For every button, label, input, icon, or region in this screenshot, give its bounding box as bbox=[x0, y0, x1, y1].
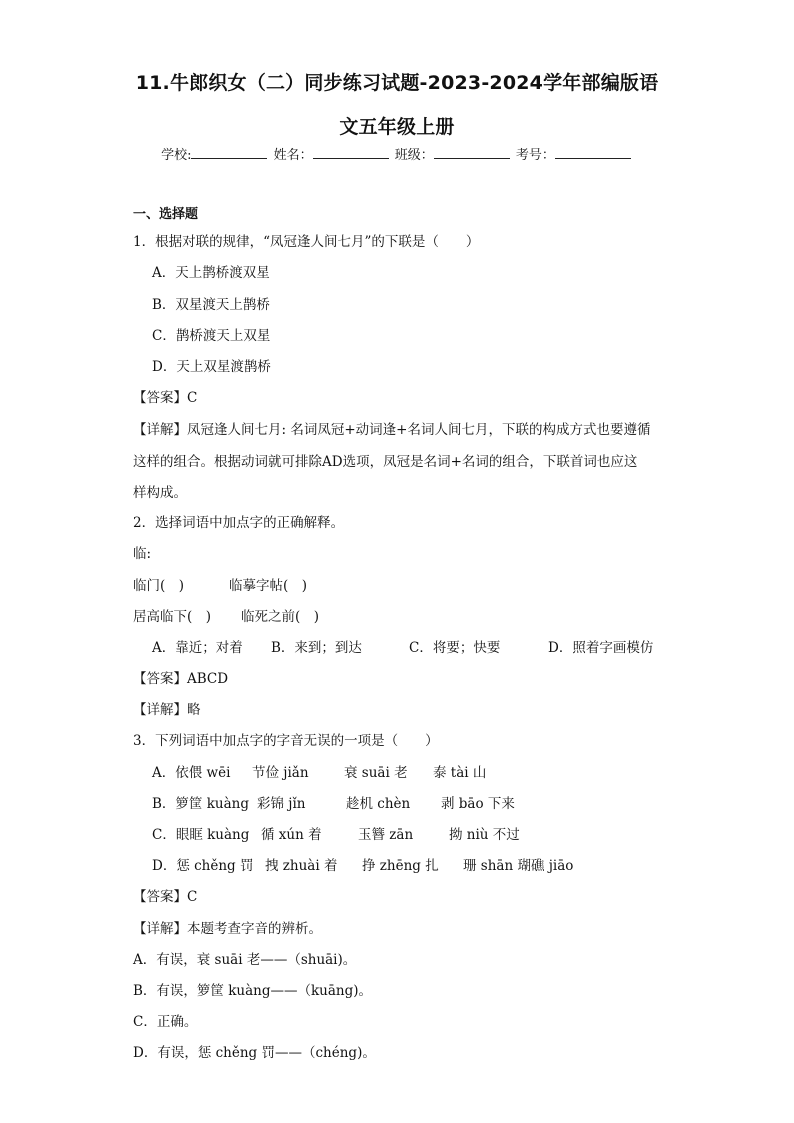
q3-option-c-word-2: 循 xún 着 bbox=[261, 827, 322, 843]
q3-option-b-word-2: 彩锦 jǐn bbox=[257, 796, 306, 812]
q3-detail-a: A．有误，衰 suāi 老——（shuāi)。 bbox=[133, 952, 357, 968]
q3-option-d-word-1: D．惩 chěng 罚 bbox=[152, 858, 254, 874]
q2-word-3: 居高临下( ) bbox=[133, 609, 212, 625]
school-blank bbox=[191, 146, 267, 159]
q3-detail-d: D．有误，惩 chěng 罚——（chéng)。 bbox=[133, 1045, 376, 1061]
q3-option-d-word-2: 拽 zhuài 着 bbox=[265, 858, 338, 874]
q3-option-b-word-3: 趁机 chèn bbox=[346, 796, 411, 812]
q1-detail-line-1: 【详解】凤冠逢人间七月: 名词凤冠+动词逢+名词人间七月，下联的构成方式也要遵循 bbox=[133, 422, 651, 438]
name-label: 姓名： bbox=[273, 148, 313, 163]
q3-option-a-word-2: 节俭 jiǎn bbox=[252, 765, 309, 781]
student-info-line bbox=[0, 144, 794, 163]
school-label: 学校: bbox=[161, 148, 192, 163]
class-label: 班级： bbox=[394, 148, 434, 163]
q1-answer: 【答案】C bbox=[133, 390, 198, 406]
q1-option-a: A．天上鹊桥渡双星 bbox=[152, 265, 270, 281]
q3-stem: 3．下列词语中加点字的字音无误的一项是（ ） bbox=[133, 733, 439, 749]
document-title-line-1: 11.牛郎织女（二）同步练习试题-2023-2024学年部编版语 bbox=[135, 72, 659, 94]
q1-detail-line-3: 样构成。 bbox=[133, 485, 187, 501]
q3-option-a-word-3: 衰 suāi 老 bbox=[344, 765, 408, 781]
exam-no-label: 考号： bbox=[515, 148, 555, 163]
q3-option-c-word-1: C．眼眶 kuàng bbox=[152, 827, 250, 843]
exam-no-blank bbox=[555, 146, 631, 159]
q2-word-1: 临门( ) bbox=[133, 578, 185, 594]
q3-answer: 【答案】C bbox=[133, 889, 198, 905]
q2-option-b: B．来到；到达 bbox=[271, 640, 362, 656]
q3-option-c-word-3: 玉簪 zān bbox=[358, 827, 414, 843]
q2-option-a: A．靠近；对着 bbox=[152, 640, 243, 656]
q3-detail-b: B．有误，箩筐 kuàng——（kuāng)。 bbox=[133, 983, 372, 999]
q3-option-a-word-1: A．依偎 wēi bbox=[152, 765, 231, 781]
q3-option-b-word-1: B．箩筐 kuàng bbox=[152, 796, 249, 812]
q3-option-d-word-4: 珊 shān 瑚礁 jiāo bbox=[463, 858, 574, 874]
q1-option-d: D．天上双星渡鹊桥 bbox=[152, 359, 271, 375]
q3-option-a-word-4: 泰 tài 山 bbox=[433, 765, 487, 781]
q3-option-b-word-4: 剥 bāo 下来 bbox=[441, 796, 515, 812]
q2-word-2: 临摹字帖( ) bbox=[229, 578, 308, 594]
q3-detail: 【详解】本题考查字音的辨析。 bbox=[133, 921, 322, 937]
q3-option-c-word-4: 拗 niù 不过 bbox=[449, 827, 520, 843]
q2-option-d: D．照着字画模仿 bbox=[548, 640, 654, 656]
q2-character-label: 临: bbox=[133, 546, 152, 562]
q2-detail: 【详解】略 bbox=[133, 702, 201, 718]
q1-option-c: C．鹊桥渡天上双星 bbox=[152, 328, 271, 344]
section-heading: 一、选择题 bbox=[133, 207, 199, 222]
document-title-line-2: 文五年级上册 bbox=[339, 116, 455, 138]
q1-stem: 1．根据对联的规律，“凤冠逢人间七月”的下联是（ ） bbox=[133, 234, 480, 250]
q3-detail-c: C．正确。 bbox=[133, 1014, 198, 1030]
q2-answer: 【答案】ABCD bbox=[133, 671, 229, 687]
q2-option-c: C．将要；快要 bbox=[409, 640, 501, 656]
name-blank bbox=[313, 146, 389, 159]
q2-stem: 2．选择词语中加点字的正确解释。 bbox=[133, 515, 345, 531]
q2-word-4: 临死之前( ) bbox=[241, 609, 320, 625]
q1-option-b: B．双星渡天上鹊桥 bbox=[152, 297, 270, 313]
class-blank bbox=[434, 146, 510, 159]
q3-option-d-word-3: 挣 zhēng 扎 bbox=[362, 858, 439, 874]
q1-detail-line-2: 这样的组合。根据动词就可排除AD选项，凤冠是名词+名词的组合，下联首词也应这 bbox=[133, 454, 638, 470]
